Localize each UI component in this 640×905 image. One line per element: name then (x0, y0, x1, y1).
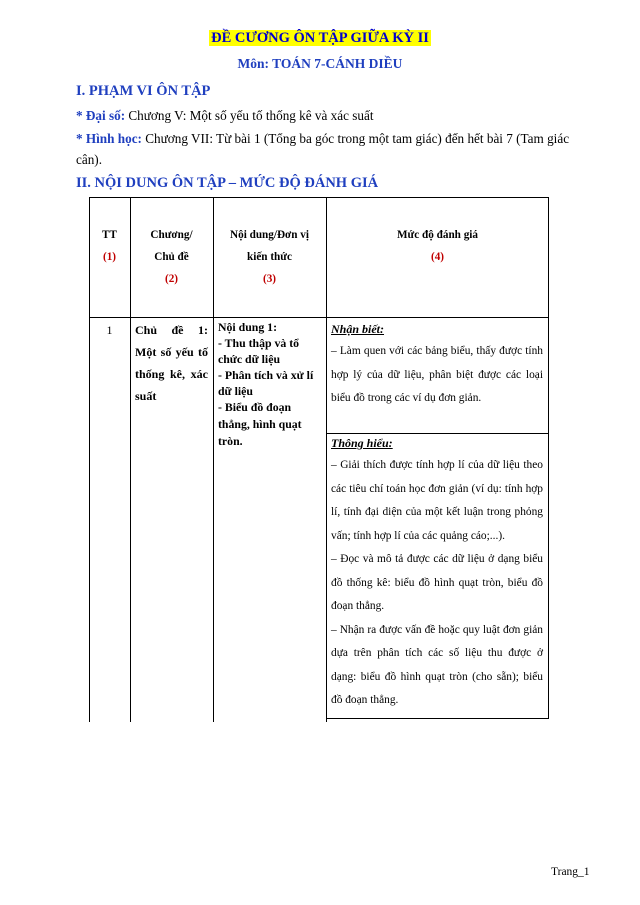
level-name: Nhận biết: (331, 322, 385, 336)
scope-algebra (76, 105, 596, 126)
scope-geometry (76, 128, 596, 170)
row-tt: 1 (106, 323, 113, 337)
row-topic: Chủ đề 1: Một số yếu tố thống kê, xác suất (135, 323, 208, 403)
table-level-bottom (326, 718, 549, 719)
level-understand (331, 432, 543, 713)
algebra-label: * Đại số: (76, 108, 126, 123)
level-item: – Làm quen với các bảng biểu, thấy được tính hợp lý của dữ liệu, phân biệt được các loại biểu đồ trong các ví dụ đơn giản. (331, 345, 543, 404)
section-heading-scope: I. PHẠM VI ÔN TẬP (76, 83, 211, 99)
content-line: - Thu thập và tổ chức dữ liệu (218, 336, 300, 366)
header-chapter: Chương/ Chủ đề (2) (150, 229, 193, 285)
section-heading-content: II. NỘI DUNG ÔN TẬP – MỨC ĐỘ ĐÁNH GIÁ (76, 175, 379, 191)
table-divider-3 (326, 197, 327, 722)
content-line: Nội dung 1: (218, 320, 278, 334)
level-item: – Giải thích được tính hợp lí của dữ liệu theo các tiêu chí toán học đơn giản (ví dụ: tính hợp lí, tính đại diện của một kết luận trong phỏng vấn; tính hợp lí của các quảng cáo;...). (331, 459, 543, 542)
page-number: Trang_1 (551, 866, 590, 878)
level-recognize (331, 318, 543, 411)
content-line: - Biểu đồ đoạn thẳng, hình quạt tròn. (218, 400, 302, 448)
table-border-right (548, 197, 549, 719)
algebra-text: Chương V: Một số yếu tố thống kê và xác suất (125, 108, 374, 123)
document-title: ĐỀ CƯƠNG ÔN TẬP GIỮA KỲ II (211, 30, 429, 46)
header-content: Nội dung/Đơn vị kiến thức (3) (230, 229, 309, 285)
row-content (218, 319, 322, 450)
geometry-text: Chương VII: Từ bài 1 (Tổng ba góc trong một tam giác) đến hết bài 7 (Tam giác cân). (76, 131, 570, 167)
header-tt: TT (1) (102, 229, 117, 263)
table-border-top (89, 197, 549, 198)
geometry-label: * Hình học: (76, 131, 142, 146)
assessment-table (89, 197, 549, 722)
level-name: Thông hiểu: (331, 436, 393, 450)
table-border-left (89, 197, 90, 722)
content-line: - Phân tích và xử lí dữ liệu (218, 368, 314, 398)
document-subtitle: Môn: TOÁN 7-CÁNH DIỀU (237, 56, 403, 71)
header-level: Mức độ đánh giá (4) (396, 229, 478, 263)
level-item: – Nhận ra được vấn đề hoặc quy luật đơn giản dựa trên phân tích các số liệu thu được ở dạng: biểu đồ hình quạt tròn (cho sẵn); biểu đồ đoạn thẳng. (331, 623, 543, 706)
level-item: – Đọc và mô tả được các dữ liệu ở dạng biểu đồ thống kê: biểu đồ hình quạt tròn, biểu đồ đoạn thẳng. (331, 553, 543, 612)
